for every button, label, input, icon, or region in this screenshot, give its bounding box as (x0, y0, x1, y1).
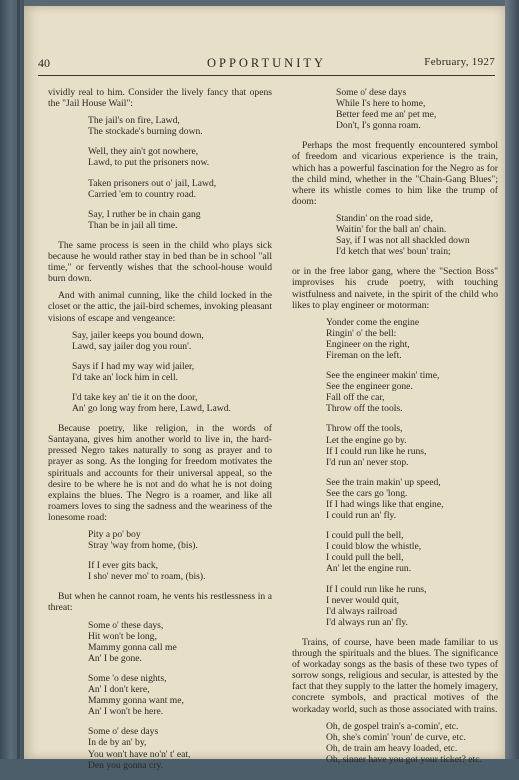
stanza (326, 584, 498, 628)
verse-line: I'd take an' lock him in cell. (72, 371, 179, 383)
verse-line: Taken prisoners out o' jail, Lawd, (88, 177, 217, 189)
verse-line: Mammy gonna want me, (88, 695, 184, 707)
verse-line: An' go long way from here, Lawd, Lawd. (72, 403, 231, 415)
verse-block (292, 87, 498, 131)
stanza (88, 560, 272, 582)
verse-line: Better feed me an' pet me, (336, 109, 437, 121)
verse-line: Pity a po' boy (88, 529, 141, 540)
right-column (292, 87, 498, 774)
stanza (326, 721, 498, 765)
verse-block (48, 330, 272, 415)
verse-line: I sho' never mo' to roam, (bis). (88, 571, 206, 583)
verse-block (292, 317, 498, 628)
verse-line: Don't, I's gonna roam. (336, 120, 421, 132)
stanza (88, 209, 272, 231)
paragraph: or in the free labor gang, where the "Section Boss" improvises his crude poetry, with touching wistfulness and naivete, in the spirit of the child who likes to play engineer or motorman: (292, 266, 498, 311)
verse-line: In de by an' by, (88, 737, 147, 749)
running-header (38, 56, 495, 72)
verse-line: Well, they ain't got nowhere, (88, 146, 199, 158)
stanza (336, 213, 498, 257)
verse-line: If I ever gits back, (88, 560, 159, 572)
stanza (326, 370, 498, 414)
verse-line: I'd run an' never stop. (326, 456, 409, 468)
verse-line: If I could run like he runs, (326, 445, 427, 457)
verse-line: I could run an' fly. (326, 510, 397, 522)
verse-line: Oh, de gospel train's a-comin', etc. (326, 720, 459, 732)
verse-line: If I had wings like that engine, (326, 499, 444, 510)
verse-line: See the cars go 'long. (326, 487, 408, 499)
verse-line: I'd take key an' tie it on the door, (72, 391, 198, 403)
stanza (72, 392, 272, 414)
stanza (336, 87, 498, 131)
stanza (326, 477, 498, 521)
verse-line: Some 'o dese nights, (88, 672, 167, 684)
verse-line: The stockade's burning down. (88, 126, 203, 138)
verse-line: Oh, de train am heavy loaded, etc. (326, 742, 458, 754)
verse-line: See the train makin' up speed, (326, 476, 441, 488)
paragraph: But when he cannot roam, he vents his restlessness in a threat: (48, 591, 272, 614)
paragraph: Because poetry, like religion, in the words of Santayana, gives him another world to live in, the hard-pressed Negro takes naturally to song as prayer and to prayer as song. As the longing for freedom motivates the spirituals and accounts for their universal appeal, so the desire to be where he is not and do what he is not doing explains the blues. The Negro is a roamer, and like all roamers loves to sing the sadness and the weariness of the lonesome road: (48, 423, 272, 523)
verse-line: Throw off the tools, (326, 423, 403, 435)
paragraph: vividly real to him. Consider the lively fancy that opens the "Jail House Wail": (48, 87, 272, 110)
stanza (326, 530, 498, 574)
verse-line: An' I don't kere, (88, 684, 150, 696)
verse-line: Than be in jail all time. (88, 219, 178, 231)
verse-line: Ringin' o' the bell: (326, 327, 397, 339)
stanza (88, 529, 272, 551)
verse-line: Hit won't be long, (88, 630, 157, 642)
verse-block (48, 529, 272, 582)
verse-line: Standin' on the road side, (336, 212, 433, 224)
verse-line: Den you gonna cry. (88, 759, 164, 771)
verse-line: Some o' dese days (336, 87, 407, 98)
stanza (88, 115, 272, 137)
verse-line: Engineer on the right, (326, 338, 410, 350)
verse-line: Fireman on the left. (326, 349, 402, 361)
stanza (72, 330, 272, 352)
verse-line: Some o' dese days (88, 726, 159, 738)
paragraph: The same process is seen in the child who plays sick because he would rather stay in bed than be in school "all time," or fervently wishes that the school-house would burn down. (48, 239, 272, 285)
issue-date: February, 1927 (424, 56, 495, 68)
verse-line: Oh, sinner have you got your ticket? etc. (326, 753, 482, 765)
verse-line: See the engineer gone. (326, 381, 413, 393)
verse-line: If I could run like he runs, (326, 583, 427, 595)
verse-line: The jail's on fire, Lawd, (88, 115, 180, 127)
left-column (48, 87, 272, 780)
verse-line: Fall off the car, (326, 392, 385, 404)
paragraph: And with animal cunning, like the child locked in the closet or the attic, the jail-bird schemes, invoking pleasant visions of escape and vengeance: (48, 290, 272, 324)
verse-line: An' I be gone. (88, 652, 142, 664)
magazine-title: OPPORTUNITY (206, 56, 327, 70)
verse-line: I'd always run an' fly. (326, 616, 408, 628)
stanza (88, 673, 272, 717)
verse-line: I could pull the bell, (326, 530, 404, 542)
paragraph: Trains, of course, have been made familiar to us through the spirituals and the blues. The significance of workaday songs as the basis of these two types of sorrow songs, religious and secular, is attested by the fact that they supply to the latter the homely imagery, concrete symbols, and practical motives of the workaday world, such as those associated with trains. (292, 636, 498, 715)
magazine-page (24, 6, 505, 771)
verse-line: Oh, she's comin' 'roun' de curve, etc. (326, 731, 466, 743)
verse-line: You won't have no'n' t' eat, (88, 748, 191, 760)
header-rule (38, 75, 495, 76)
verse-line: Throw off the tools. (326, 403, 403, 415)
book-spine-edge (505, 0, 519, 759)
verse-line: Carried 'em to country road. (88, 188, 197, 200)
page-number: 40 (38, 56, 50, 70)
verse-line: Says if I had my way wid jailer, (72, 360, 195, 372)
verse-line: I'd ketch that wes' boun' train; (336, 246, 451, 258)
stanza (88, 178, 272, 200)
book-binding (0, 0, 24, 759)
verse-line: While I's here to home, (336, 98, 426, 110)
verse-line: Say, if I was not all shackled down (336, 235, 470, 247)
verse-line: Lawd, to put the prisoners now. (88, 157, 210, 169)
verse-line: I'd always railroad (326, 605, 397, 617)
verse-line: I never would quit, (326, 594, 400, 606)
verse-line: Yonder come the engine (326, 316, 420, 328)
verse-line: An' let the engine run. (326, 563, 412, 575)
stanza (88, 726, 272, 770)
paragraph: Perhaps the most frequently encountered symbol of freedom and vicarious experience is the train, which has a powerful fascination for the Negro as for the child mind, whether in the "Chain-Gang Blues"; where its whistle comes to him like the trump of doom: (292, 140, 498, 207)
verse-line: An' I won't be here. (88, 706, 164, 718)
verse-line: Stray 'way from home, (bis). (88, 540, 198, 552)
stanza (88, 146, 272, 168)
verse-line: Mammy gonna call me (88, 641, 177, 653)
stanza (326, 423, 498, 467)
verse-line: Say, jailer keeps you bound down, (72, 329, 204, 341)
stanza (326, 317, 498, 361)
verse-block (292, 721, 498, 765)
verse-block (48, 115, 272, 231)
verse-line: Let the engine go by. (326, 434, 407, 446)
stanza (72, 361, 272, 383)
verse-line: Say, I ruther be in chain gang (88, 208, 201, 220)
verse-line: Lawd, say jailer dog you roun'. (72, 340, 192, 352)
verse-line: See the engineer makin' time, (326, 370, 440, 382)
verse-line: I could pull the bell, (326, 552, 404, 564)
verse-block (292, 213, 498, 257)
verse-line: I could blow the whistle, (326, 541, 422, 553)
stanza (88, 620, 272, 664)
verse-line: Some o' these days, (88, 619, 164, 631)
verse-block (48, 620, 272, 771)
verse-line: Waitin' for the ball an' chain. (336, 224, 447, 236)
